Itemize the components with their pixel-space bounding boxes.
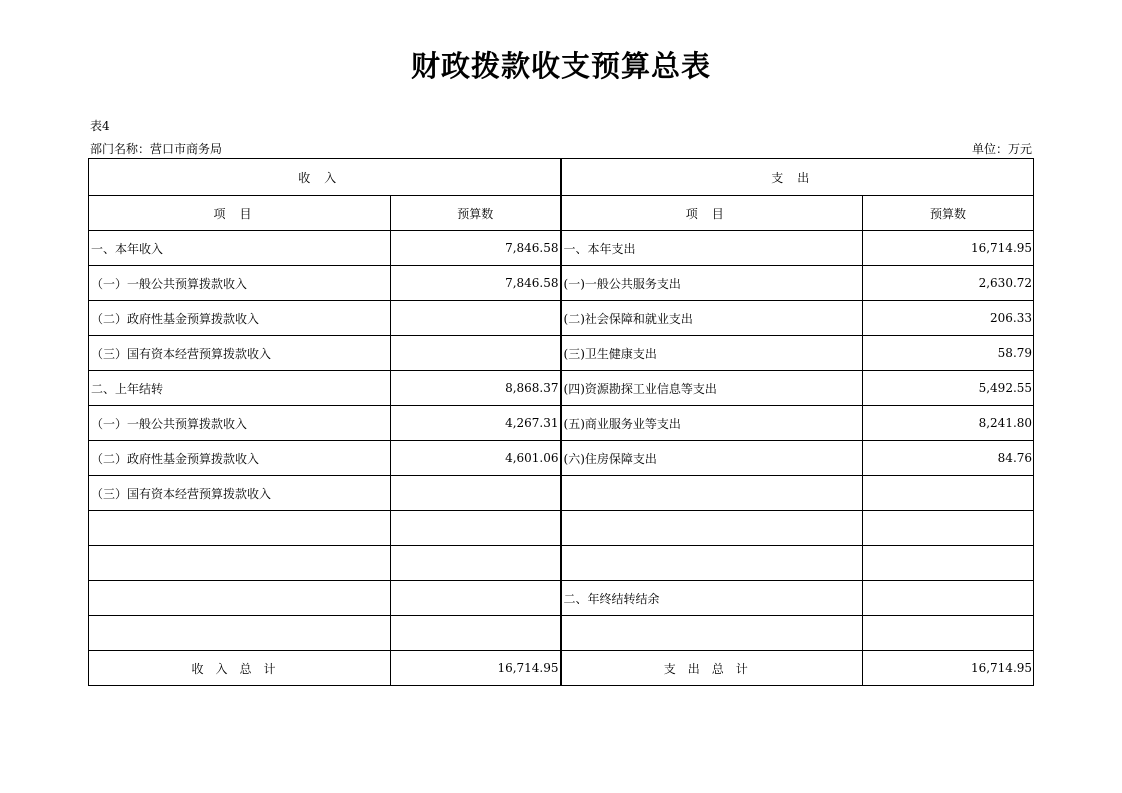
income-item-cell: （一）一般公共预算拨款收入 (89, 266, 391, 301)
expense-section-header (561, 159, 1034, 196)
expense-item-cell: (六)住房保障支出 (561, 441, 863, 476)
expense-budget-header: 预算数 (863, 196, 1034, 231)
table-row (89, 406, 1034, 441)
income-value-cell (391, 511, 561, 546)
income-item-cell: 一、本年收入 (89, 231, 391, 266)
table-row (89, 476, 1034, 511)
expense-item-cell (561, 546, 863, 581)
income-value-cell: 4,601.06 (391, 441, 561, 476)
income-item-cell (89, 581, 391, 616)
expense-item-cell: 一、本年支出 (561, 231, 863, 266)
income-value-cell (391, 616, 561, 651)
table-row (89, 511, 1034, 546)
expense-item-cell (561, 511, 863, 546)
unit-label: 单位：万元 (971, 142, 1032, 156)
income-value-cell (391, 336, 561, 371)
income-value-cell (391, 546, 561, 581)
income-value-cell: 4,267.31 (391, 406, 561, 441)
table-row (89, 301, 1034, 336)
budget-table (88, 158, 1034, 686)
expense-value-cell (863, 581, 1034, 616)
expense-value-cell: 58.79 (863, 336, 1034, 371)
expense-value-cell (863, 511, 1034, 546)
page-title: 财政拨款收支预算总表 (410, 49, 711, 83)
expense-item-cell: (二)社会保障和就业支出 (561, 301, 863, 336)
department-name: 部门名称：营口市商务局 (90, 142, 223, 156)
income-value-cell: 7,846.58 (391, 266, 561, 301)
section-header-row (89, 159, 1034, 196)
expense-item-header (561, 196, 863, 231)
totals-row (89, 651, 1034, 686)
expense-total-value: 16,714.95 (863, 651, 1034, 686)
expense-value-cell: 5,492.55 (863, 371, 1034, 406)
table-row (89, 441, 1034, 476)
expense-value-cell (863, 476, 1034, 511)
table-row (89, 616, 1034, 651)
income-item-cell: （三）国有资本经营预算拨款收入 (89, 336, 391, 371)
income-item-cell: 二、上年结转 (89, 371, 391, 406)
income-budget-header: 预算数 (391, 196, 561, 231)
income-value-cell (391, 301, 561, 336)
expense-total-label-cell (561, 651, 863, 686)
income-item-header-label: 项目 (213, 206, 266, 221)
expense-value-cell: 16,714.95 (863, 231, 1034, 266)
expense-value-cell: 2,630.72 (863, 266, 1034, 301)
income-item-cell: （一）一般公共预算拨款收入 (89, 406, 391, 441)
table-row (89, 231, 1034, 266)
expense-total-label: 支出总计 (663, 661, 760, 676)
table-row (89, 336, 1034, 371)
income-total-label: 收入总计 (191, 661, 288, 676)
expense-value-cell (863, 546, 1034, 581)
expense-value-cell: 84.76 (863, 441, 1034, 476)
expense-item-cell: (四)资源勘探工业信息等支出 (561, 371, 863, 406)
income-value-cell: 7,846.58 (391, 231, 561, 266)
income-total-value: 16,714.95 (391, 651, 561, 686)
expense-item-cell: 二、年终结转结余 (561, 581, 863, 616)
expense-section-label: 支出 (771, 170, 824, 185)
income-item-cell: （三）国有资本经营预算拨款收入 (89, 476, 391, 511)
income-section-header (89, 159, 561, 196)
expense-item-cell (561, 616, 863, 651)
expense-item-cell: (五)商业服务业等支出 (561, 406, 863, 441)
income-item-cell: （二）政府性基金预算拨款收入 (89, 441, 391, 476)
expense-item-header-label: 项目 (685, 206, 738, 221)
expense-item-cell: (一)一般公共服务支出 (561, 266, 863, 301)
income-section-label: 收入 (298, 170, 351, 185)
expense-value-cell: 8,241.80 (863, 406, 1034, 441)
expense-item-cell: (三)卫生健康支出 (561, 336, 863, 371)
income-item-cell: （二）政府性基金预算拨款收入 (89, 301, 391, 336)
income-item-cell (89, 511, 391, 546)
income-total-label-cell (89, 651, 391, 686)
income-value-cell (391, 581, 561, 616)
expense-item-cell (561, 476, 863, 511)
income-item-cell (89, 546, 391, 581)
table-number: 表4 (90, 119, 110, 133)
table-row (89, 546, 1034, 581)
expense-value-cell (863, 616, 1034, 651)
table-row (89, 266, 1034, 301)
column-header-row (89, 196, 1034, 231)
expense-value-cell: 206.33 (863, 301, 1034, 336)
table-row (89, 371, 1034, 406)
income-value-cell: 8,868.37 (391, 371, 561, 406)
income-item-cell (89, 616, 391, 651)
table-row (89, 581, 1034, 616)
income-item-header (89, 196, 391, 231)
income-value-cell (391, 476, 561, 511)
